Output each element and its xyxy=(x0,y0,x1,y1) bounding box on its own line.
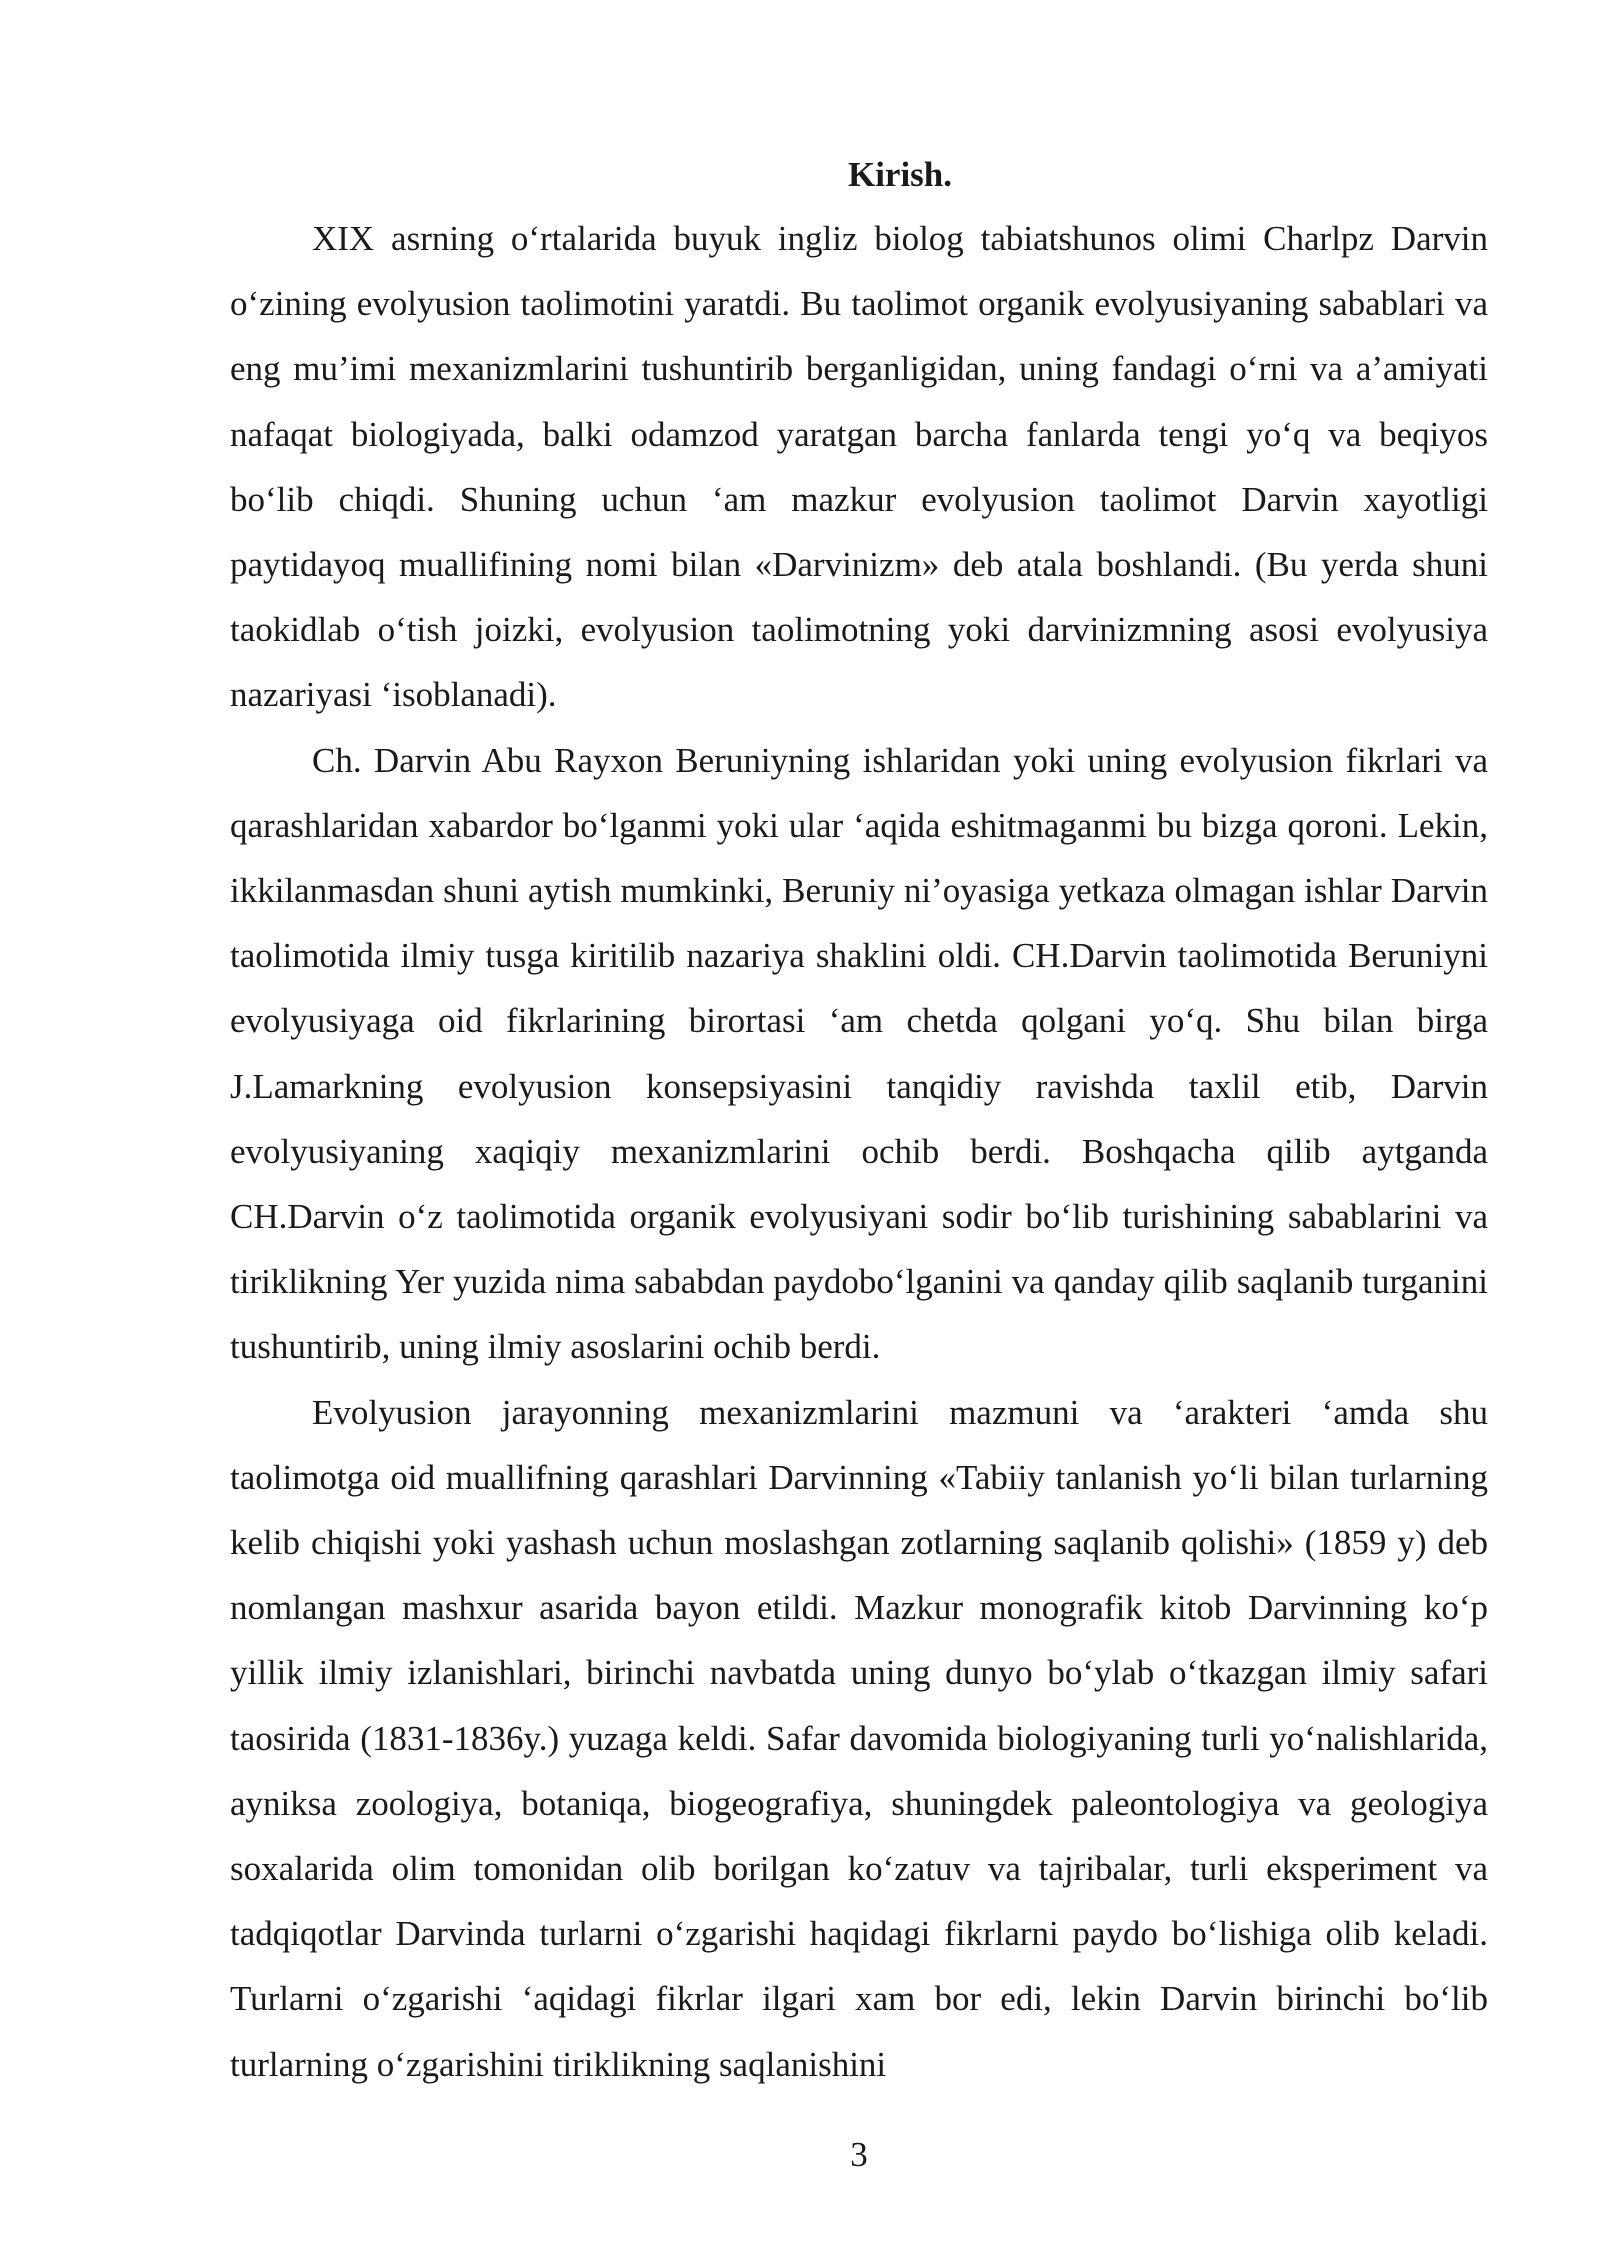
document-title: Kirish. xyxy=(847,155,953,194)
document-page xyxy=(230,150,1488,2097)
paragraph-2: Ch. Darvin Abu Rayxon Beruniyning ishlaridan yoki uning evolyusion fikrlari va qarashlaridan xabardor bo‘lganmi yoki ular ‘aqida eshitmaganmi bu bizga qoroni. Lekin, ikkilanmasdan shuni aytish mumkinki, Beruniy ni’oyasiga yetkaza olmagan ishlar Darvin taolimotida ilmiy tusga kiritilib nazariya shaklini oldi. CH.Darvin taolimotida Beruniyni evolyusiyaga oid fikrlarining birortasi ‘am chetda qolgani yo‘q. Shu bilan birga J.Lamarkning evolyusion konsepsiyasini tanqidiy ravishda taxlil etib, Darvin evolyusiyaning xaqiqiy mexanizmlarini ochib berdi. Boshqacha qilib aytganda CH.Darvin o‘z taolimotida organik evolyusiyani sodir bo‘lib turishining sabablarini va tiriklikning Yer yuzida nima sababdan paydobo‘lganini va qanday qilib saqlanib turganini tushuntirib, uning ilmiy asoslarini ochib berdi. xyxy=(230,740,1488,1367)
paragraph-1: XIX asrning o‘rtalarida buyuk ingliz biolog tabiatshunos olimi Charlpz Darvin o‘zining evolyusion taolimotini yaratdi. Bu taolimot organik evolyusiyaning sabablari va eng mu’imi mexanizmlarini tushuntirib berganligidan, uning fandagi o‘rni va a’amiyati nafaqat biologiyada, balki odamzod yaratgan barcha fanlarda tengi yo‘q va beqiyos bo‘lib chiqdi. Shuning uchun ‘am mazkur evolyusion taolimot Darvin xayotligi paytidayoq muallifining nomi bilan «Darvinizm» deb atala boshlandi. (Bu yerda shuni taokidlab o‘tish joizki, evolyusion taolimotning yoki darvinizmning asosi evolyusiya nazariyasi ‘isoblanadi). xyxy=(230,219,1488,715)
page-number: 3 xyxy=(850,2135,868,2174)
paragraph-3: Evolyusion jarayonning mexanizmlarini mazmuni va ‘arakteri ‘amda shu taolimotga oid muallifning qarashlari Darvinning «Tabiiy tanlanish yo‘li bilan turlarning kelib chiqishi yoki yashash uchun moslashgan zotlarning saqlanib qolishi» (1859 y) deb nomlangan mashxur asarida bayon etildi. Mazkur monografik kitob Darvinning ko‘p yillik ilmiy izlanishlari, birinchi navbatda uning dunyo bo‘ylab o‘tkazgan ilmiy safari taosirida (1831-1836y.) yuzaga keldi. Safar davomida biologiyaning turli yo‘nalishlarida, ayniksa zoologiya, botaniqa, biogeografiya, shuningdek paleontologiya va geologiya soxalarida olim tomonidan olib borilgan ko‘zatuv va tajribalar, turli eksperiment va tadqiqotlar Darvinda turlarni o‘zgarishi haqidagi fikrlarni paydo bo‘lishiga olib keladi. Turlarni o‘zgarishi ‘aqidagi fikrlar ilgari xam bor edi, lekin Darvin birinchi bo‘lib turlarning o‘zgarishini tiriklikning saqlanishini xyxy=(230,1392,1488,2084)
